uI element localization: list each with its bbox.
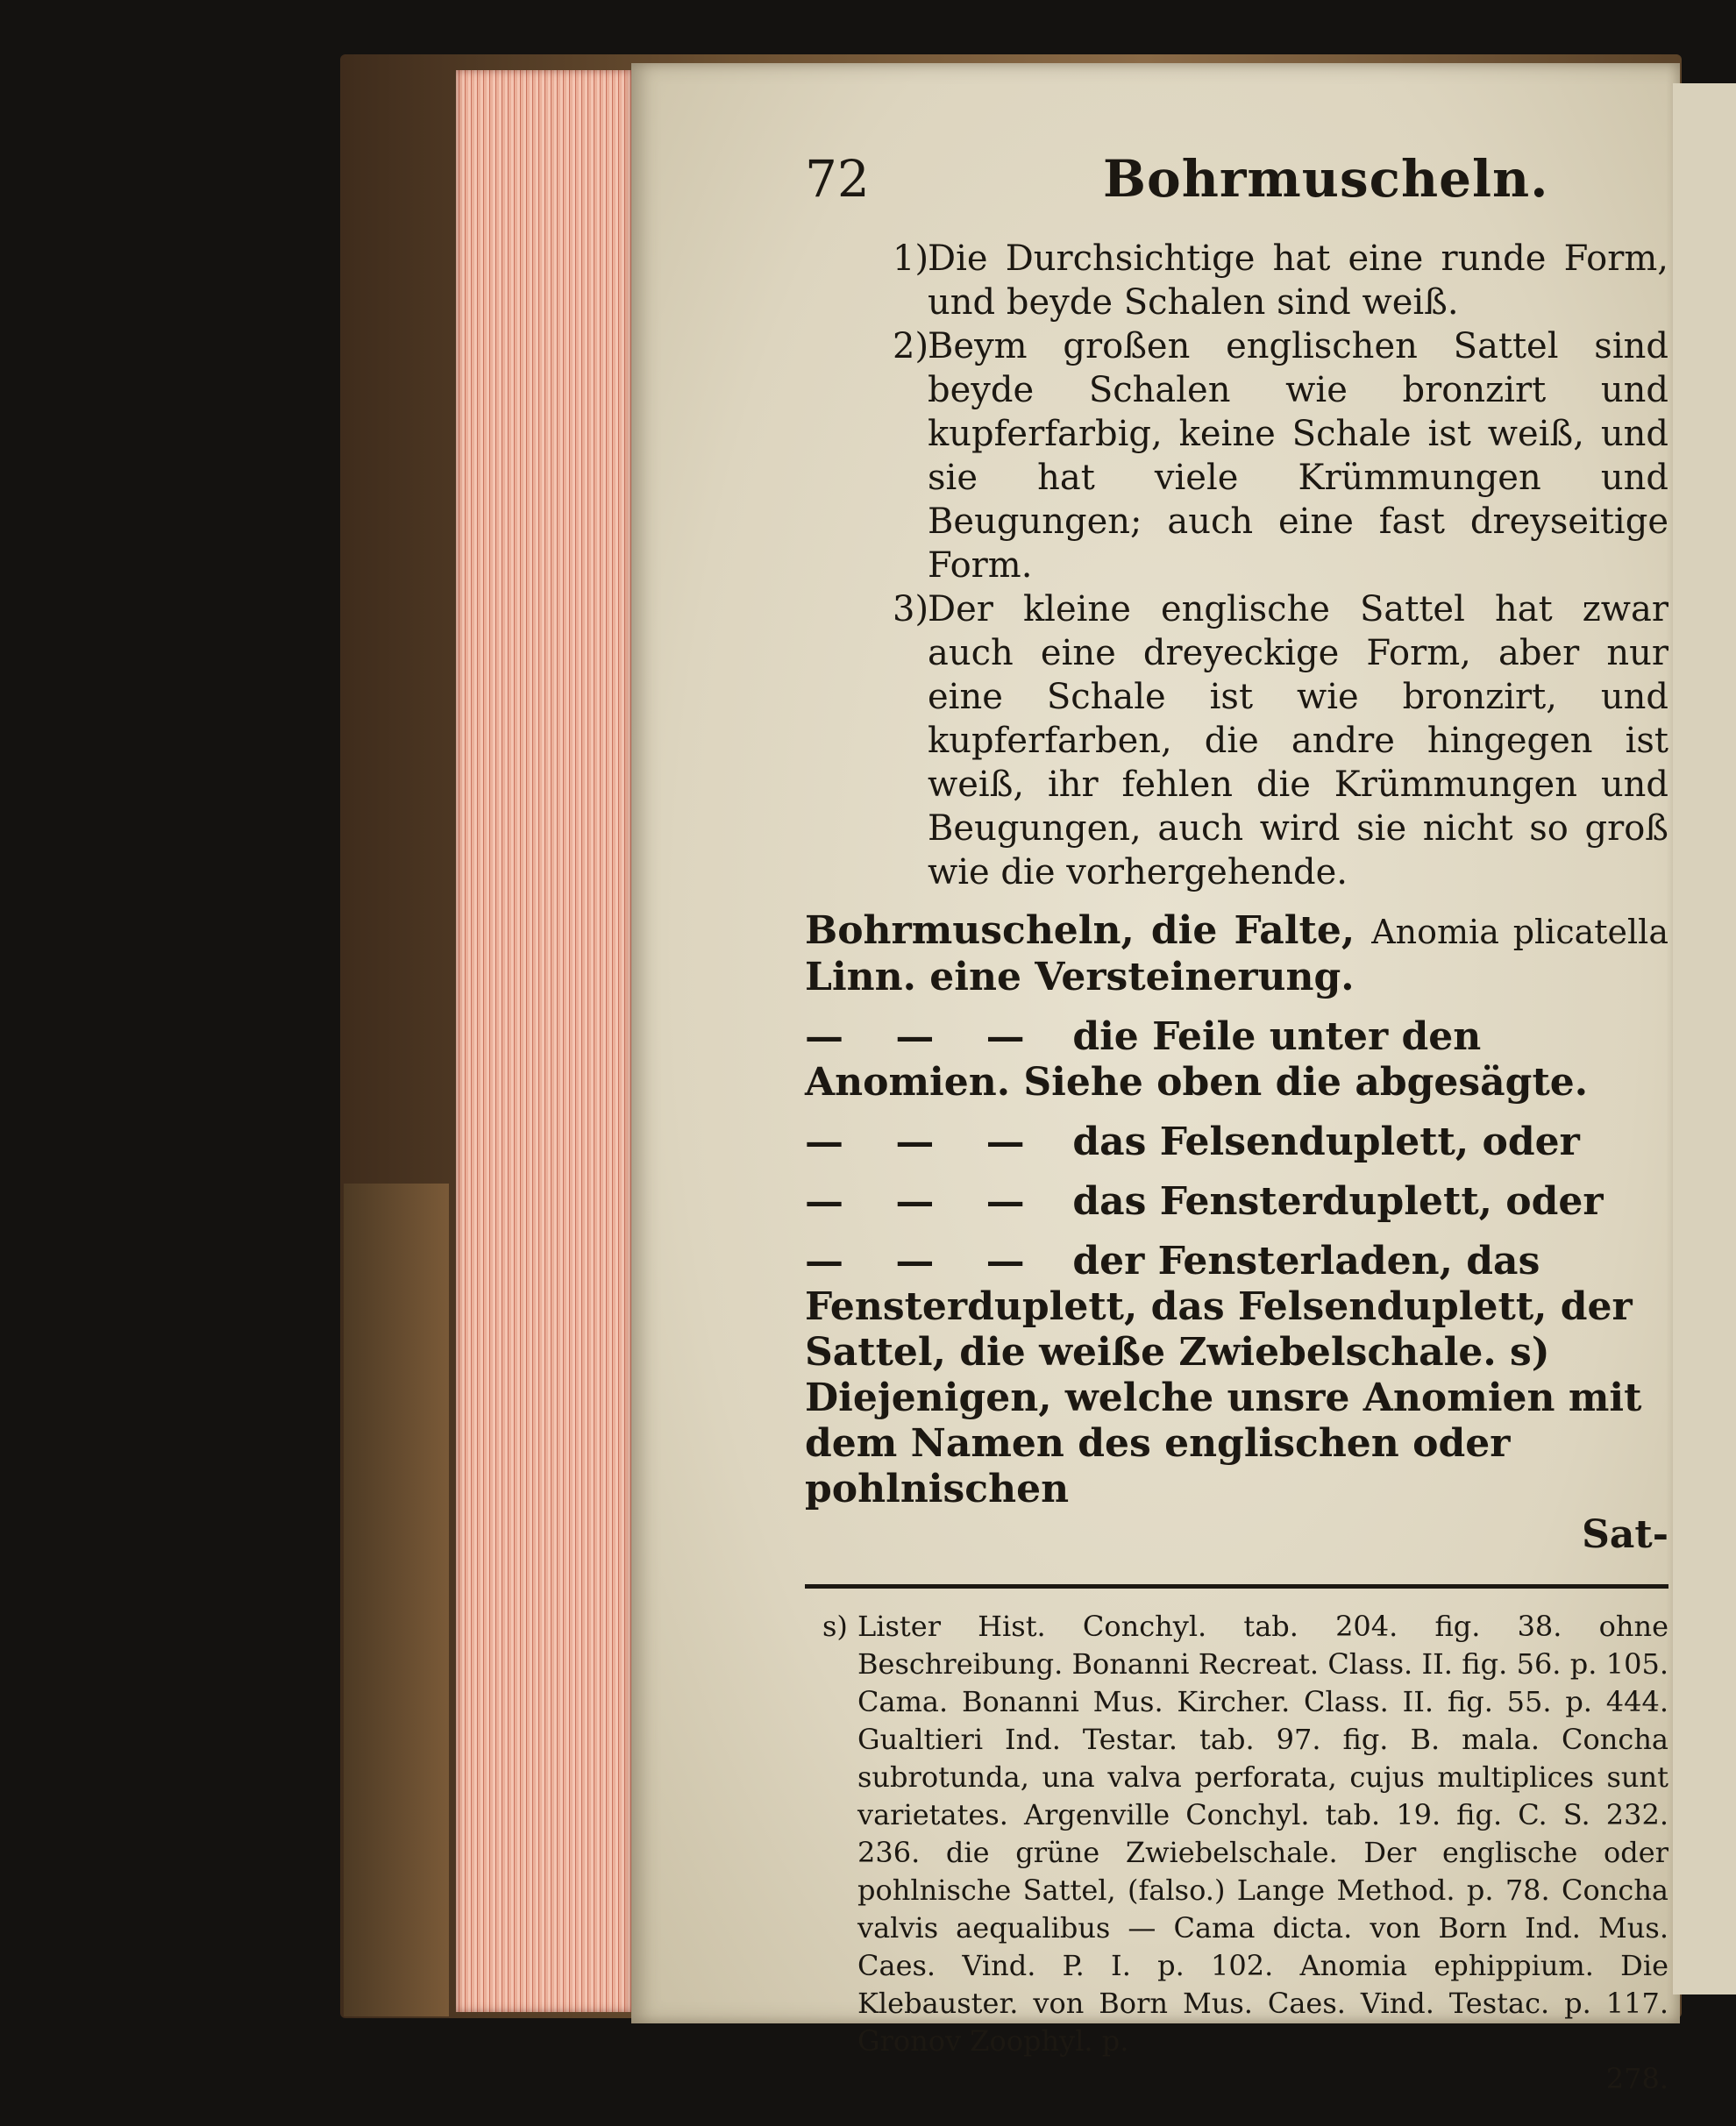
sub-entry-text: der Fensterladen, das Fensterduplett, das Felsenduplett, der Sattel, die weiße Zwiebelschale. s) Diejenigen, welche unsre Anomien mit dem Namen des englischen oder pohlnischen <box>805 1239 1642 1511</box>
item-text: Die Durchsichtige hat eine runde Form, und beyde Schalen sind weiß. <box>928 238 1668 323</box>
sub-entry-text: das Felsenduplett, oder <box>1072 1120 1580 1164</box>
ditto-dashes: — — — <box>805 1239 1044 1283</box>
entry-latin-name: Anomia plicatella <box>1371 913 1668 951</box>
entry-rest: Linn. eine Versteinerung. <box>805 955 1355 999</box>
footnote-text: Lister Hist. Conchyl. tab. 204. fig. 38. ohne Beschreibung. Bonanni Recreat. Class. II. fig. 56. p. 105. Cama. Bonanni Mus. Kircher. Class. II. fig. 55. p. 444. Gualtieri Ind. Testar. tab. 97. fig. B. mala. Concha subrotunda, una valva perforata, cujus multiplices sunt varietates. Argenville Conchyl. tab. 19. fig. C. S. 232. 236. die grüne Zwiebelschale. Der englische oder pohlnische Sattel, (falso.) Lange Method. p. 78. Concha valvis aequalibus — Cama dicta. von Born Ind. Mus. Caes. Vind. P. I. p. 102. Anomia ephippium. Die Klebauster. von Born Mus. Caes. Vind. Testac. p. 117. Gronov Zoophyl. p. <box>857 1610 1668 2058</box>
item-number: 2) <box>893 326 929 366</box>
list-item <box>805 324 1668 587</box>
list-item <box>805 587 1668 894</box>
footnote-end: 278. <box>1605 2062 1668 2095</box>
sub-entry <box>805 1239 1668 1512</box>
book-spine-strip <box>344 1184 449 2016</box>
footnote <box>805 1608 1668 2098</box>
item-text: Beym großen englischen Sattel sind beyde Schalen wie bronzirt und kupferfarbig, keine Schale ist weiß, und sie hat viele Krümmungen und Beugungen; auch eine fast dreyseitige Form. <box>928 326 1668 586</box>
facing-page-edge <box>1673 83 1736 1994</box>
page-header <box>805 140 1668 237</box>
page-edges <box>456 70 631 2012</box>
page-content <box>805 140 1668 2098</box>
entry-lead: Bohrmuscheln, die Falte, <box>805 908 1355 953</box>
sub-entry <box>805 1014 1668 1106</box>
ditto-dashes: — — — <box>805 1120 1044 1164</box>
item-number: 1) <box>893 238 929 279</box>
footnote-mark: s) <box>822 1610 848 1643</box>
list-item <box>805 237 1668 324</box>
item-text: Der kleine englische Sattel hat zwar auch eine dreyeckige Form, aber nur eine Schale ist wie bronzirt, und kupferfarben, die andre hingegen ist weiß, ihr fehlen die Krümmungen und Beugungen, auch wird sie nicht so groß wie die vorhergehende. <box>928 589 1668 892</box>
sub-entry-text: die Feile unter den Anomien. Siehe oben die abgesägte. <box>805 1014 1589 1105</box>
ditto-dashes: — — — <box>805 1179 1044 1224</box>
item-number: 3) <box>893 589 929 629</box>
page-number: 72 <box>805 149 870 209</box>
ditto-dashes: — — — <box>805 1014 1044 1059</box>
dictionary-entry <box>805 908 1668 1000</box>
sub-entry-text: das Fensterduplett, oder <box>1072 1179 1604 1224</box>
catchword: Sat- <box>1582 1512 1668 1557</box>
footnote-rule <box>805 1584 1668 1589</box>
sub-entry <box>805 1120 1668 1165</box>
sub-entry <box>805 1179 1668 1225</box>
running-title: Bohrmuscheln. <box>1103 149 1549 209</box>
